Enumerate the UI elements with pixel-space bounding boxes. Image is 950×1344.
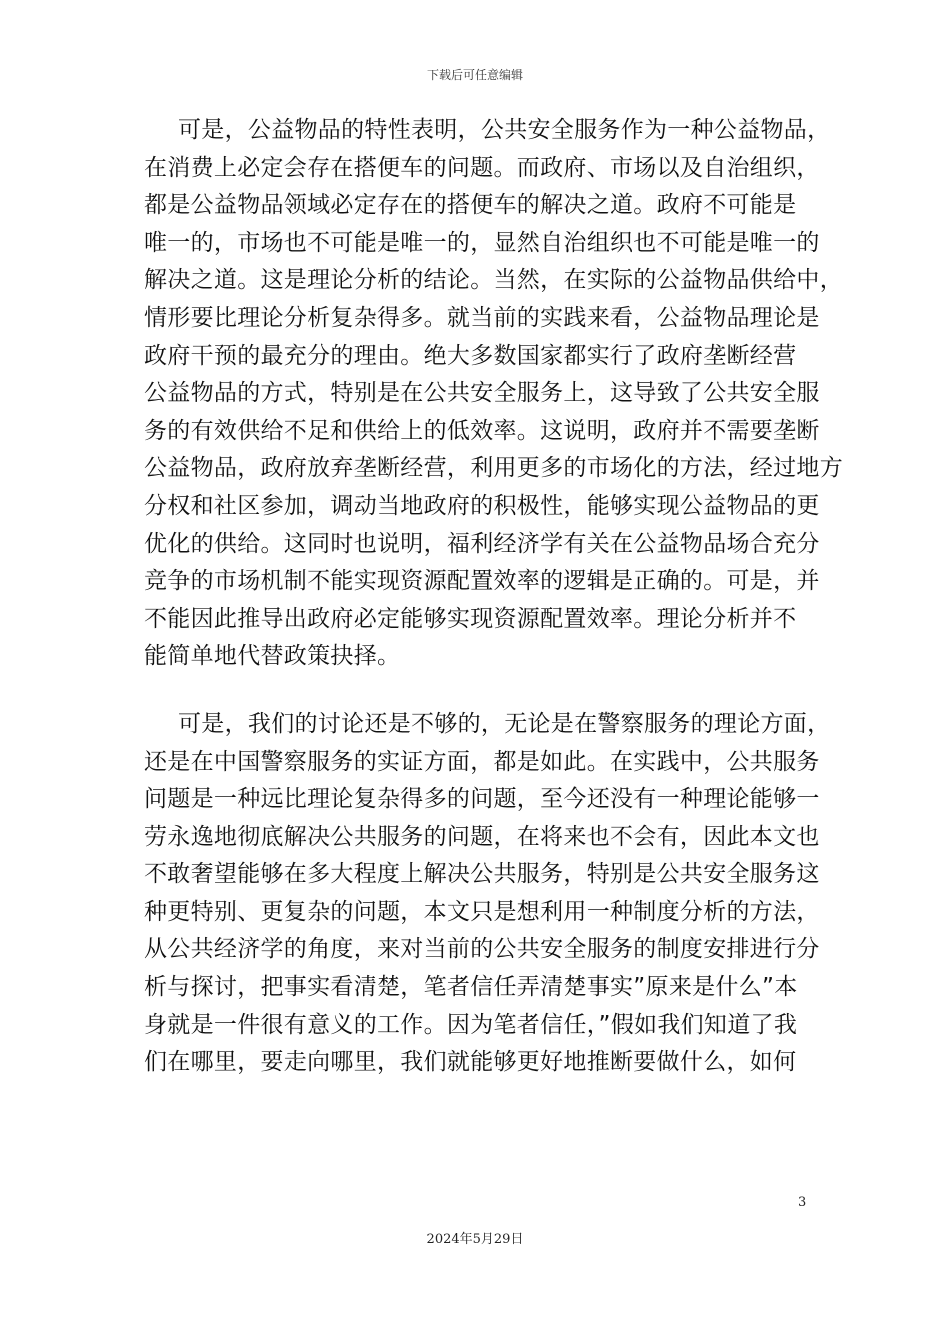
paragraph-line: 问题是一种远比理论复杂得多的问题，至今还没有一种理论能够一 (144, 786, 820, 813)
document-body (144, 112, 843, 1082)
paragraph-line: 还是在中国警察服务的实证方面，都是如此。在实践中，公共服务 (144, 748, 820, 775)
paragraph-line: 身就是一件很有意义的工作。因为笔者信任，”假如我们知道了我 (144, 1011, 798, 1038)
paragraph-line: 唯一的，市场也不可能是唯一的，显然自治组织也不可能是唯一的 (144, 229, 820, 256)
paragraph-line: 不能因此推导出政府必定能够实现资源配置效率。理论分析并不 (144, 605, 797, 632)
paragraph-line: 劳永逸地彻底解决公共服务的问题，在将来也不会有，因此本文也 (144, 823, 820, 850)
paragraph-1 (144, 112, 843, 676)
paragraph-line: 都是公益物品领域必定存在的搭便车的解决之道。政府不可能是 (144, 192, 797, 219)
footer-date: 2024年5月29日 (426, 1232, 524, 1247)
paragraph-line: 政府干预的最充分的理由。绝大多数国家都实行了政府垄断经营 (144, 342, 797, 369)
paragraph-line: 解决之道。这是理论分析的结论。当然，在实际的公益物品供给中， (144, 267, 843, 294)
paragraph-line: 可是，我们的讨论还是不够的，无论是在警察服务的理论方面， (178, 710, 831, 737)
paragraph-2 (144, 706, 831, 1082)
paragraph-line: 不敢奢望能够在多大程度上解决公共服务，特别是公共安全服务这 (144, 861, 820, 888)
page-number: 3 (798, 1195, 807, 1210)
paragraph-spacer (144, 676, 812, 706)
paragraph-line: 公益物品，政府放弃垄断经营，利用更多的市场化的方法，经过地方 (144, 455, 843, 482)
paragraph-line: 竞争的市场机制不能实现资源配置效率的逻辑是正确的。可是，并 (144, 568, 820, 595)
paragraph-line: 公益物品的方式，特别是在公共安全服务上，这导致了公共安全服 (144, 380, 820, 407)
paragraph-line: 从公共经济学的角度，来对当前的公共安全服务的制度安排进行分 (144, 936, 820, 963)
paragraph-line: 可是，公益物品的特性表明，公共安全服务作为一种公益物品， (178, 117, 831, 143)
paragraph-line: 分权和社区参加，调动当地政府的积极性，能够实现公益物品的更 (144, 492, 820, 519)
paragraph-line: 务的有效供给不足和供给上的低效率。这说明，政府并不需要垄断 (144, 417, 820, 444)
paragraph-line: 优化的供给。这同时也说明，福利经济学有关在公益物品场合充分 (144, 530, 820, 557)
paragraph-line: 析与探讨，把事实看清楚，笔者信任弄清楚事实”原来是什么”本 (144, 974, 798, 1001)
paragraph-line: 在消费上必定会存在搭便车的问题。而政府、市场以及自治组织， (144, 154, 820, 181)
paragraph-line: 种更特别、更复杂的问题，本文只是想利用一种制度分析的方法， (144, 898, 820, 925)
paragraph-line: 情形要比理论分析复杂得多。就当前的实践来看，公益物品理论是 (144, 304, 820, 331)
paragraph-line: 能简单地代替政策抉择。 (144, 643, 401, 670)
paragraph-line: 们在哪里，要走向哪里，我们就能够更好地推断要做什么，如何 (144, 1049, 797, 1076)
page-header: 下载后可任意编辑 (426, 68, 523, 82)
